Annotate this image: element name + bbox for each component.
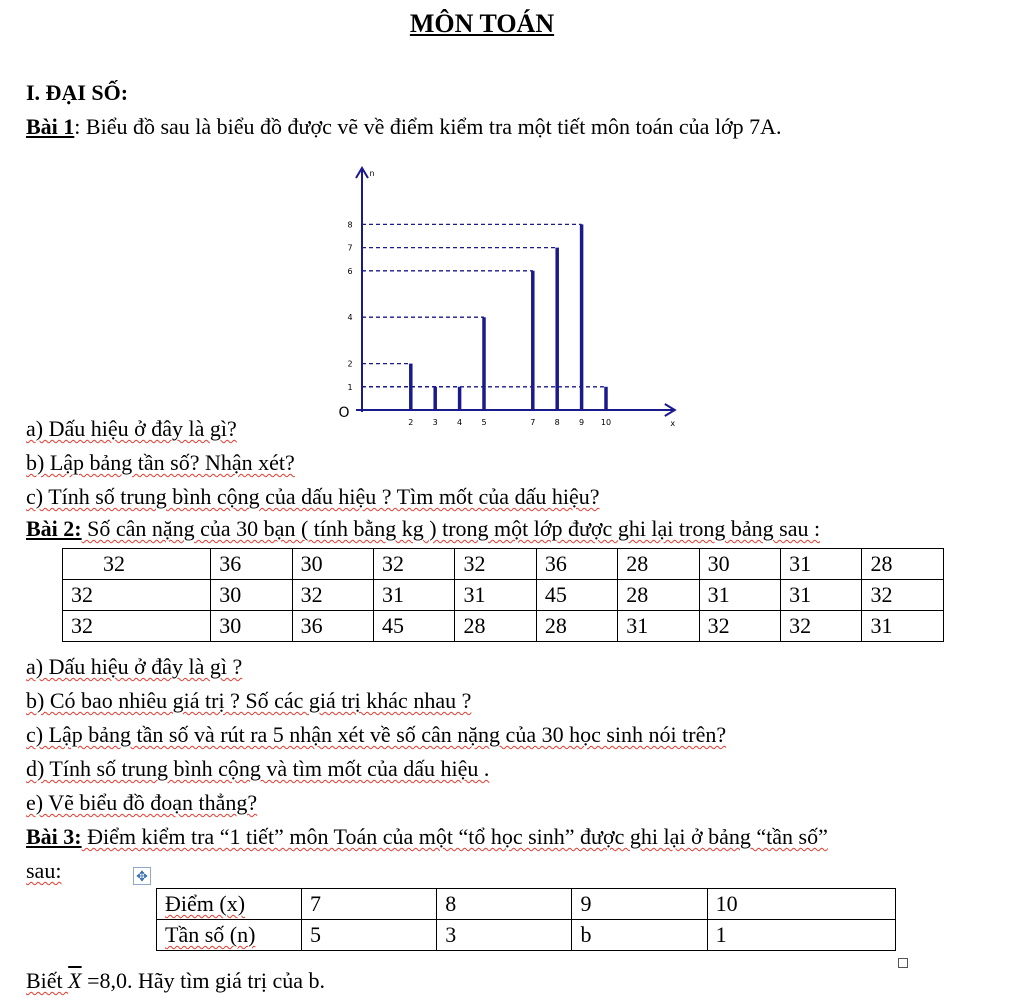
section-heading: I. ĐẠI SỐ: <box>26 80 129 105</box>
table-cell: 30 <box>211 611 292 642</box>
table-cell: 32 <box>63 580 211 611</box>
frequency-table <box>156 888 896 951</box>
bai2-question-e: e) Vẽ biểu đồ đoạn thẳng? <box>26 790 258 815</box>
x-tick-label: 2 <box>408 418 414 427</box>
bai1-text: : Biểu đồ sau là biểu đồ được vẽ về điểm kiểm tra một tiết môn toán của lớp 7A. <box>74 114 782 139</box>
bai1-statement <box>26 114 782 140</box>
table-cell: 31 <box>455 580 536 611</box>
table-cell: 32 <box>374 549 455 580</box>
bai3-statement-cont: sau: <box>26 858 62 883</box>
table-cell: 36 <box>211 549 292 580</box>
bai2-question-a: a) Dấu hiệu ở đây là gì ? <box>26 654 243 679</box>
table-cell: 30 <box>211 580 292 611</box>
table-cell: 28 <box>536 611 617 642</box>
x-tick-label: 7 <box>530 418 536 427</box>
bai3-statement <box>26 824 828 850</box>
table-cell: 28 <box>618 549 699 580</box>
table-row <box>157 920 896 951</box>
table-cell: 7 <box>302 889 437 920</box>
x-tick-label: 4 <box>457 418 463 427</box>
page-title: MÔN TOÁN <box>409 9 555 38</box>
table-cell: 45 <box>374 611 455 642</box>
x-axis-label: x <box>670 419 676 428</box>
bai3-label: Bài 3: <box>26 824 82 849</box>
footer-pre: Biết <box>26 968 69 993</box>
bai2-text: Số cân nặng của 30 bạn ( tính bằng kg ) trong một lớp được ghi lại trong bảng sau : <box>81 516 821 541</box>
bai1-question-b: b) Lập bảng tần số? Nhận xét? <box>26 450 295 475</box>
x-tick-label: 9 <box>579 418 585 427</box>
table-cell: 31 <box>374 580 455 611</box>
table-cell: 10 <box>707 889 895 920</box>
table-cell: 32 <box>63 549 211 580</box>
bai2-question-d: d) Tính số trung bình cộng và tìm mốt của dấu hiệu . <box>26 756 490 781</box>
table-cell: 31 <box>781 549 862 580</box>
x-tick-label: 3 <box>432 418 438 427</box>
footer-post: =8,0. Hãy tìm giá trị của b. <box>81 968 325 993</box>
move-handle-icon[interactable]: ✥ <box>133 867 151 885</box>
row-label-n: Tần số (n) <box>157 920 302 951</box>
x-tick-label: 8 <box>554 418 560 427</box>
origin-label: O <box>338 405 350 421</box>
table-cell: 32 <box>292 580 373 611</box>
x-tick-label: 10 <box>600 418 612 427</box>
mean-symbol: $\overline{X}$ <box>68 968 82 993</box>
bai1-label: Bài 1 <box>26 114 75 139</box>
table-cell: 45 <box>536 580 617 611</box>
y-tick-label: 6 <box>347 266 353 276</box>
bai1-question-c: c) Tính số trung bình cộng của dấu hiệu ? Tìm mốt của dấu hiệu? <box>26 484 600 509</box>
x-tick-label: 5 <box>481 418 487 427</box>
table-cell: b <box>572 920 707 951</box>
table-cell: 1 <box>707 920 895 951</box>
table-row <box>63 580 944 611</box>
table-cell: 5 <box>302 920 437 951</box>
bai3-text: Điểm kiểm tra “1 tiết” môn Toán của một “tổ học sinh” được ghi lại ở bảng “tần số” <box>81 824 828 849</box>
table-cell: 8 <box>437 889 572 920</box>
table-row <box>63 549 944 580</box>
row-label-x: Điểm (x) <box>157 889 302 920</box>
table-cell: 32 <box>699 611 780 642</box>
bai3-footer <box>26 968 325 994</box>
y-tick-label: 4 <box>347 313 353 323</box>
bai2-question-c: c) Lập bảng tần số và rút ra 5 nhận xét về số cân nặng của 30 học sinh nói trên? <box>26 722 727 747</box>
y-tick-label: 7 <box>347 243 353 253</box>
table-cell: 30 <box>699 549 780 580</box>
table-cell: 31 <box>699 580 780 611</box>
bai2-statement <box>26 516 820 542</box>
table-cell: 32 <box>455 549 536 580</box>
weights-table <box>62 548 944 642</box>
table-cell: 31 <box>618 611 699 642</box>
bai1-question-a: a) Dấu hiệu ở đây là gì? <box>26 416 237 441</box>
bai2-label: Bài 2: <box>26 516 82 541</box>
table-cell: 36 <box>536 549 617 580</box>
table-cell: 28 <box>862 549 944 580</box>
table-cell: 32 <box>862 580 944 611</box>
table-cell: 31 <box>862 611 944 642</box>
bar-chart <box>330 160 690 435</box>
table-cell: 32 <box>63 611 211 642</box>
table-cell: 9 <box>572 889 707 920</box>
table-cell: 28 <box>618 580 699 611</box>
resize-handle-icon[interactable] <box>898 958 908 968</box>
y-tick-label: 8 <box>347 220 353 230</box>
table-row <box>63 611 944 642</box>
table-cell: 31 <box>781 580 862 611</box>
table-cell: 3 <box>437 920 572 951</box>
y-tick-label: 1 <box>347 382 353 392</box>
table-cell: 30 <box>292 549 373 580</box>
y-tick-label: 2 <box>347 359 353 369</box>
table-row <box>157 889 896 920</box>
table-cell: 32 <box>781 611 862 642</box>
table-cell: 36 <box>292 611 373 642</box>
y-axis-label: n <box>369 169 375 178</box>
bai2-question-b: b) Có bao nhiêu giá trị ? Số các giá trị khác nhau ? <box>26 688 472 713</box>
table-cell: 28 <box>455 611 536 642</box>
